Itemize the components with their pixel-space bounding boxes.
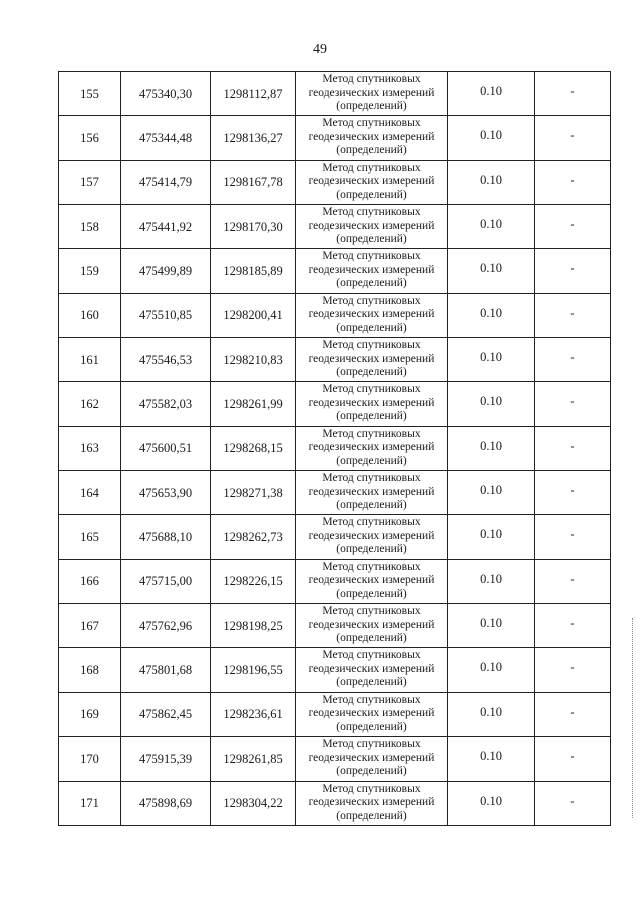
table-row (59, 249, 611, 293)
method-line: геодезических измерений (308, 618, 435, 631)
method-cell (296, 471, 448, 515)
method-line: (определений) (336, 410, 407, 423)
accuracy-value: 0.10 (448, 471, 535, 515)
method-line: Метод спутниковых (322, 206, 421, 219)
point-number: 157 (59, 160, 121, 204)
x-coordinate: 475898,69 (121, 781, 211, 825)
x-coordinate: 475546,53 (121, 338, 211, 382)
method-line: геодезических измерений (308, 175, 435, 188)
extra-value: - (535, 426, 611, 470)
page-number: 49 (313, 42, 327, 57)
method-cell (296, 72, 448, 116)
extra-value: - (535, 515, 611, 559)
method-cell (296, 338, 448, 382)
method-cell (296, 293, 448, 337)
x-coordinate: 475862,45 (121, 692, 211, 736)
point-number: 159 (59, 249, 121, 293)
scan-margin-mark (632, 618, 634, 818)
y-coordinate: 1298271,38 (211, 471, 296, 515)
table-row (59, 72, 611, 116)
x-coordinate: 475414,79 (121, 160, 211, 204)
table-row (59, 648, 611, 692)
extra-value: - (535, 382, 611, 426)
point-number: 169 (59, 692, 121, 736)
method-cell (296, 559, 448, 603)
table-row (59, 338, 611, 382)
method-line: Метод спутниковых (322, 339, 421, 352)
table-row (59, 426, 611, 470)
y-coordinate: 1298226,15 (211, 559, 296, 603)
method-line: (определений) (336, 144, 407, 157)
method-line: (определений) (336, 499, 407, 512)
method-line: Метод спутниковых (322, 294, 421, 307)
method-cell (296, 692, 448, 736)
x-coordinate: 475499,89 (121, 249, 211, 293)
x-coordinate: 475801,68 (121, 648, 211, 692)
method-cell (296, 781, 448, 825)
method-line: (определений) (336, 676, 407, 689)
method-cell (296, 205, 448, 249)
point-number: 168 (59, 648, 121, 692)
table-row (59, 737, 611, 781)
x-coordinate: 475441,92 (121, 205, 211, 249)
y-coordinate: 1298170,30 (211, 205, 296, 249)
method-cell (296, 604, 448, 648)
y-coordinate: 1298200,41 (211, 293, 296, 337)
method-line: геодезических измерений (308, 396, 435, 409)
point-number: 167 (59, 604, 121, 648)
accuracy-value: 0.10 (448, 515, 535, 559)
accuracy-value: 0.10 (448, 160, 535, 204)
table-row (59, 205, 611, 249)
y-coordinate: 1298210,83 (211, 338, 296, 382)
point-number: 161 (59, 338, 121, 382)
point-number: 170 (59, 737, 121, 781)
x-coordinate: 475915,39 (121, 737, 211, 781)
x-coordinate: 475582,03 (121, 382, 211, 426)
y-coordinate: 1298262,73 (211, 515, 296, 559)
y-coordinate: 1298268,15 (211, 426, 296, 470)
y-coordinate: 1298167,78 (211, 160, 296, 204)
method-line: (определений) (336, 321, 407, 334)
method-line: Метод спутниковых (322, 693, 421, 706)
point-number: 163 (59, 426, 121, 470)
method-line: (определений) (336, 100, 407, 112)
y-coordinate: 1298304,22 (211, 781, 296, 825)
x-coordinate: 475715,00 (121, 559, 211, 603)
table-row (59, 515, 611, 559)
extra-value: - (535, 604, 611, 648)
accuracy-value: 0.10 (448, 426, 535, 470)
method-line: геодезических измерений (308, 86, 435, 99)
method-line: геодезических измерений (308, 352, 435, 365)
method-line: геодезических измерений (308, 529, 435, 542)
method-line: геодезических измерений (308, 662, 435, 675)
y-coordinate: 1298196,55 (211, 648, 296, 692)
x-coordinate: 475344,48 (121, 116, 211, 160)
method-line: Метод спутниковых (322, 605, 421, 618)
method-cell (296, 426, 448, 470)
accuracy-value: 0.10 (448, 559, 535, 603)
accuracy-value: 0.10 (448, 205, 535, 249)
method-line: (определений) (336, 809, 407, 822)
method-line: геодезических измерений (308, 707, 435, 720)
accuracy-value: 0.10 (448, 382, 535, 426)
method-line: Метод спутниковых (322, 472, 421, 485)
method-line: геодезических измерений (308, 751, 435, 764)
coordinates-table (58, 71, 611, 826)
extra-value: - (535, 737, 611, 781)
method-line: Метод спутниковых (322, 383, 421, 396)
method-line: геодезических измерений (308, 308, 435, 321)
extra-value: - (535, 249, 611, 293)
method-cell (296, 737, 448, 781)
method-line: геодезических измерений (308, 574, 435, 587)
method-line: (определений) (336, 277, 407, 290)
point-number: 158 (59, 205, 121, 249)
point-number: 164 (59, 471, 121, 515)
point-number: 166 (59, 559, 121, 603)
y-coordinate: 1298261,85 (211, 737, 296, 781)
accuracy-value: 0.10 (448, 737, 535, 781)
extra-value: - (535, 160, 611, 204)
table-row (59, 160, 611, 204)
extra-value: - (535, 338, 611, 382)
extra-value: - (535, 293, 611, 337)
table-row (59, 471, 611, 515)
method-line: геодезических измерений (308, 219, 435, 232)
method-line: (определений) (336, 765, 407, 778)
method-cell (296, 648, 448, 692)
method-line: Метод спутниковых (322, 117, 421, 130)
method-line: геодезических измерений (308, 441, 435, 454)
method-line: геодезических измерений (308, 263, 435, 276)
method-line: Метод спутниковых (322, 73, 421, 85)
extra-value: - (535, 205, 611, 249)
method-line: Метод спутниковых (322, 516, 421, 529)
table-row (59, 781, 611, 825)
table-row (59, 293, 611, 337)
y-coordinate: 1298261,99 (211, 382, 296, 426)
method-line: (определений) (336, 233, 407, 246)
method-line: геодезических измерений (308, 796, 435, 808)
method-line: Метод спутниковых (322, 649, 421, 662)
y-coordinate: 1298112,87 (211, 72, 296, 116)
method-line: (определений) (336, 720, 407, 733)
accuracy-value: 0.10 (448, 604, 535, 648)
y-coordinate: 1298236,61 (211, 692, 296, 736)
accuracy-value: 0.10 (448, 692, 535, 736)
extra-value: - (535, 692, 611, 736)
table-row (59, 692, 611, 736)
extra-value: - (535, 559, 611, 603)
method-line: Метод спутниковых (322, 738, 421, 751)
extra-value: - (535, 781, 611, 825)
table-row (59, 559, 611, 603)
x-coordinate: 475653,90 (121, 471, 211, 515)
method-line: Метод спутниковых (322, 782, 421, 795)
method-line: геодезических измерений (308, 130, 435, 143)
extra-value: - (535, 72, 611, 116)
method-line: Метод спутниковых (322, 560, 421, 573)
accuracy-value: 0.10 (448, 338, 535, 382)
point-number: 165 (59, 515, 121, 559)
x-coordinate: 475510,85 (121, 293, 211, 337)
extra-value: - (535, 116, 611, 160)
table-row (59, 116, 611, 160)
method-cell (296, 116, 448, 160)
method-line: (определений) (336, 188, 407, 201)
y-coordinate: 1298136,27 (211, 116, 296, 160)
method-cell (296, 382, 448, 426)
method-line: (определений) (336, 543, 407, 556)
point-number: 155 (59, 72, 121, 116)
point-number: 162 (59, 382, 121, 426)
accuracy-value: 0.10 (448, 249, 535, 293)
accuracy-value: 0.10 (448, 116, 535, 160)
y-coordinate: 1298198,25 (211, 604, 296, 648)
x-coordinate: 475600,51 (121, 426, 211, 470)
accuracy-value: 0.10 (448, 648, 535, 692)
table-row (59, 382, 611, 426)
extra-value: - (535, 648, 611, 692)
method-line: геодезических измерений (308, 485, 435, 498)
accuracy-value: 0.10 (448, 72, 535, 116)
method-line: (определений) (336, 454, 407, 467)
method-cell (296, 515, 448, 559)
method-line: (определений) (336, 366, 407, 379)
x-coordinate: 475762,96 (121, 604, 211, 648)
point-number: 160 (59, 293, 121, 337)
table-row (59, 604, 611, 648)
method-line: Метод спутниковых (322, 250, 421, 263)
y-coordinate: 1298185,89 (211, 249, 296, 293)
accuracy-value: 0.10 (448, 781, 535, 825)
extra-value: - (535, 471, 611, 515)
x-coordinate: 475340,30 (121, 72, 211, 116)
table-body (59, 72, 611, 826)
accuracy-value: 0.10 (448, 293, 535, 337)
method-line: (определений) (336, 632, 407, 645)
method-cell (296, 160, 448, 204)
method-line: Метод спутниковых (322, 427, 421, 440)
method-line: Метод спутниковых (322, 161, 421, 174)
point-number: 171 (59, 781, 121, 825)
method-cell (296, 249, 448, 293)
x-coordinate: 475688,10 (121, 515, 211, 559)
point-number: 156 (59, 116, 121, 160)
method-line: (определений) (336, 587, 407, 600)
